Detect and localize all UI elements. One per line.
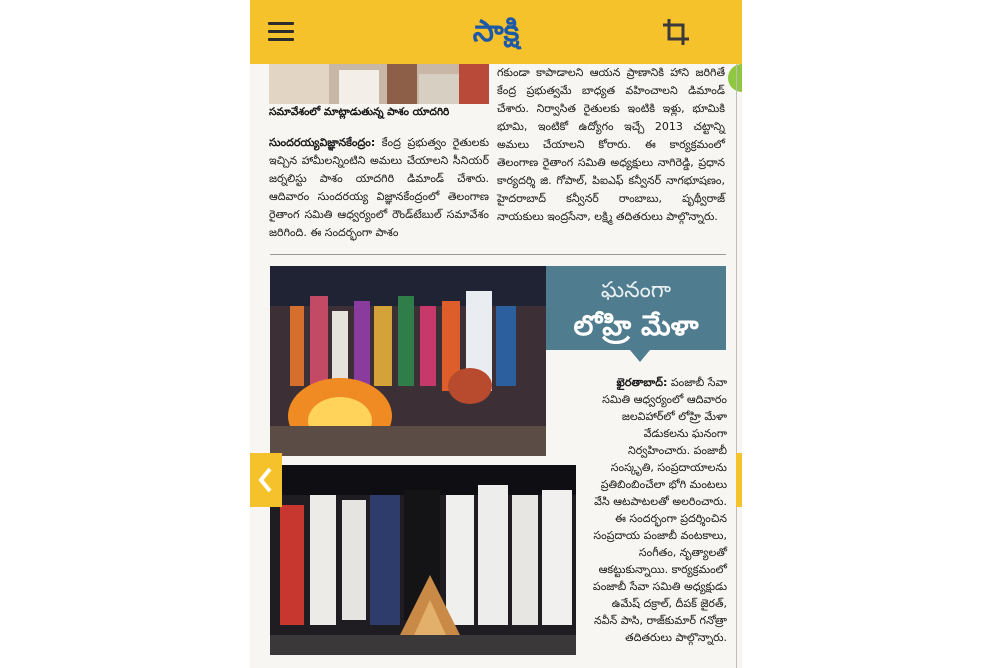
epaper-page bbox=[250, 64, 742, 668]
meeting-photo bbox=[269, 64, 489, 104]
article-left-text: కేంద్ర ప్రభుత్వం రైతులకు ఇచ్చిన హామీలన్నింటిని అమలు చేయాలని సీనియర్ జర్నలిస్టు పాశం యాదగిరి డిమాండ్ చేశారు. ఆదివారం సుందరయ్య విజ్ఞానకేంద్రంలో తెలంగాణ రైతాంగ సమితి ఆధ్వర్యంలో రౌండ్‌టేబుల్ సమావేశం జరిగింది. ఈ సందర్భంగా పాశం bbox=[269, 136, 489, 239]
newspaper-viewer bbox=[250, 0, 742, 668]
headline-pointer bbox=[630, 350, 650, 362]
prev-page-button[interactable] bbox=[250, 453, 282, 507]
story-headline bbox=[546, 266, 726, 350]
lohri-article-text bbox=[586, 374, 727, 646]
lohri-article-body: పంజాబీ సేవా సమితి ఆధ్వర్యంలో ఆదివారం జలవిహార్‌లో లోహ్రి మేళా వేడుకలను ఘనంగా నిర్వహించారు. పంజాబీ సంస్కృతి, సంప్రదాయాలను ప్రతిబింబించేలా భోగి మంటలు వేసి ఆటపాటలతో అలరించారు. ఈ సందర్భంగా ప్రదర్శించిన సంప్రదాయ పంజాబీ వంటకాలు, సంగీతం, నృత్యాలతో ఆకట్టుకున్నాయి. కార్యక్రమంలో పంజాబీ సేవా సమితి అధ్యక్షుడు ఉమేష్ దక్రాల్, దీపక్ జైరత్, నవీన్ పాసి, రాజ్‌కుమార్ గనోత్రా తదితరులు పాల్గొన్నారు. bbox=[592, 376, 727, 644]
chevron-left-icon bbox=[250, 453, 282, 507]
headline-line-2: లోహ్రి మేళా bbox=[573, 309, 699, 342]
hamburger-menu-icon[interactable] bbox=[268, 22, 294, 44]
bonfire-dance-photo bbox=[270, 266, 546, 456]
headline-line-1: ఘనంగా bbox=[600, 278, 672, 303]
article-right-column: గకుండా కాపాడాలని ఆయన ప్రాణానికి హాని జరిగితే కేంద్ర ప్రభుత్వమే బాధ్యత వహించాలని డిమాండ్ చేశారు. నిర్వాసిత రైతులకు ఇంటికి ఇళ్లు, భూమికి భూమి, ఇంటికో ఉద్యోగం ఇచ్చే 2013 చట్టాన్ని అమలు చేయాలని కోరారు. ఈ కార్యక్రమంలో తెలంగాణ రైతాంగ సమితి అధ్యక్షులు నాగిరెడ్డి, ప్రధాన కార్యదర్శి జి. గోపాల్, పిఐఎఫ్ కన్వీనర్ నాగభూషణం, హైదరాబాద్ కన్వీనర్ రాంబాబు, పృథ్వీరాజ్ నాయకులు ఇంద్రసేనా, లక్ష్మి తదితరులు పాల్గొన్నారు. bbox=[497, 66, 725, 223]
brand-logo: సాక్షి bbox=[472, 14, 520, 49]
app-header bbox=[250, 0, 742, 64]
column-rule bbox=[736, 64, 737, 668]
lohri-dateline: ఖైరతాబాద్: bbox=[616, 376, 668, 389]
dateline: సుందరయ్యవిజ్ఞానకేంద్రం: bbox=[269, 136, 376, 149]
photo-caption: సమావేశంలో మాట్లాడుతున్న పాశం యాదగిరి bbox=[269, 106, 450, 118]
article-left-column bbox=[269, 134, 489, 242]
crop-icon[interactable] bbox=[660, 16, 692, 48]
section-divider bbox=[270, 254, 726, 255]
next-page-button[interactable] bbox=[736, 453, 742, 507]
guests-bonfire-photo bbox=[270, 465, 576, 655]
green-tab-marker bbox=[728, 64, 742, 92]
